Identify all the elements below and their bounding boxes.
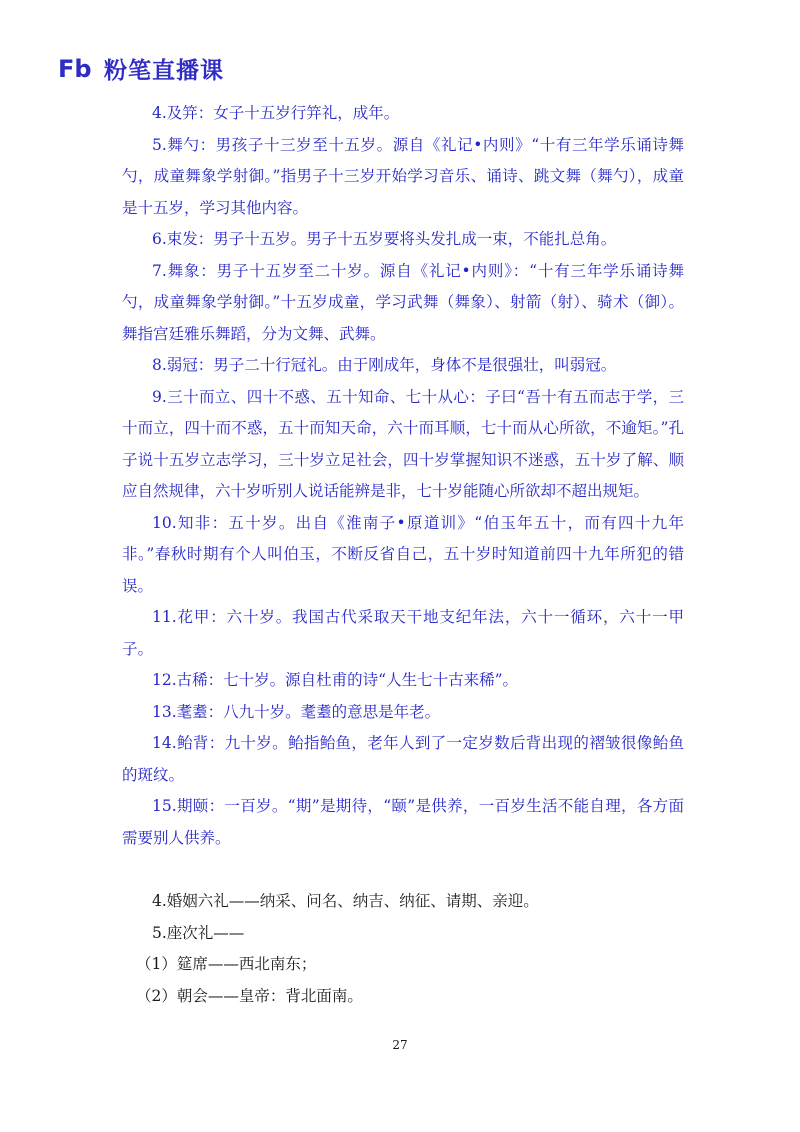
age-term-8: 8.弱冠：男子二十行冠礼。由于刚成年，身体不是很强壮，叫弱冠。 — [152, 356, 617, 374]
age-term-13: 13.耄耋：八九十岁。耄耋的意思是年老。 — [152, 702, 441, 721]
age-term-4: 4.及笄：女子十五岁行笄礼，成年。 — [152, 104, 400, 122]
age-term-11: 11.花甲：六十岁。我国古代采取天干地支纪年法，六十一循环，六十一甲子。 — [122, 608, 684, 658]
age-term-5: 5.舞勺：男孩子十三岁至十五岁。源自《礼记•内则》“十有三年学乐诵诗舞勺，成童舞象学射御。”指男子十三岁开始学习音乐、诵诗、跳文舞（舞勺），成童是十五岁，学习其他内容。 — [122, 135, 684, 217]
header — [58, 52, 224, 84]
brand-title: 粉笔直播课 — [104, 57, 224, 84]
logo-text: Fb — [58, 55, 92, 81]
fenbi-logo-icon — [58, 55, 98, 81]
seating-banquet: （1）筵席——西北南东； — [136, 955, 317, 973]
seating-etiquette: 5.座次礼—— — [152, 923, 245, 942]
age-term-6: 6.束发：男子十五岁。男子十五岁要将头发扎成一束，不能扎总角。 — [152, 230, 617, 248]
age-term-9: 9.三十而立、四十不惑、五十知命、七十从心：子曰“吾十有五而志于学，三十而立，四十而不惑，五十而知天命，六十而耳顺，七十而从心所欲，不逾矩。”孔子说十五岁立志学习，三十岁立足社会，四十岁掌握知识不迷惑，五十岁了解、顺应自然规律，六十岁听别人说话能辨是非，七十岁能随心所欲却不超出规矩。 — [122, 387, 684, 500]
page-number: 27 — [392, 1038, 408, 1052]
seating-court: （2）朝会——皇帝：背北面南。 — [136, 986, 363, 1005]
age-term-7: 7.舞象：男子十五岁至二十岁。源自《礼记•内则》：“十有三年学乐诵诗舞勺，成童舞象学射御。”十五岁成童，学习武舞（舞象）、射箭（射）、骑术（御）。舞指宫廷雅乐舞蹈，分为文舞、武舞。 — [122, 261, 684, 343]
age-term-10: 10.知非：五十岁。出自《淮南子•原道训》“伯玉年五十，而有四十九年非。”春秋时期有个人叫伯玉，不断反省自己，五十岁时知道前四十九年所犯的错误。 — [122, 513, 684, 595]
document-body — [122, 98, 684, 1012]
age-term-14: 14.鲐背：九十岁。鲐指鲐鱼，老年人到了一定岁数后背出现的褶皱很像鲐鱼的斑纹。 — [122, 734, 684, 784]
section-spacer — [122, 854, 684, 886]
marriage-six-rites: 4.婚姻六礼——纳采、问名、纳吉、纳征、请期、亲迎。 — [152, 892, 539, 910]
age-term-15: 15.期颐：一百岁。“期”是期待，“颐”是供养，一百岁生活不能自理，各方面需要别人供养。 — [122, 797, 684, 847]
age-term-12: 12.古稀：七十岁。源自杜甫的诗“人生七十古来稀”。 — [152, 671, 518, 689]
